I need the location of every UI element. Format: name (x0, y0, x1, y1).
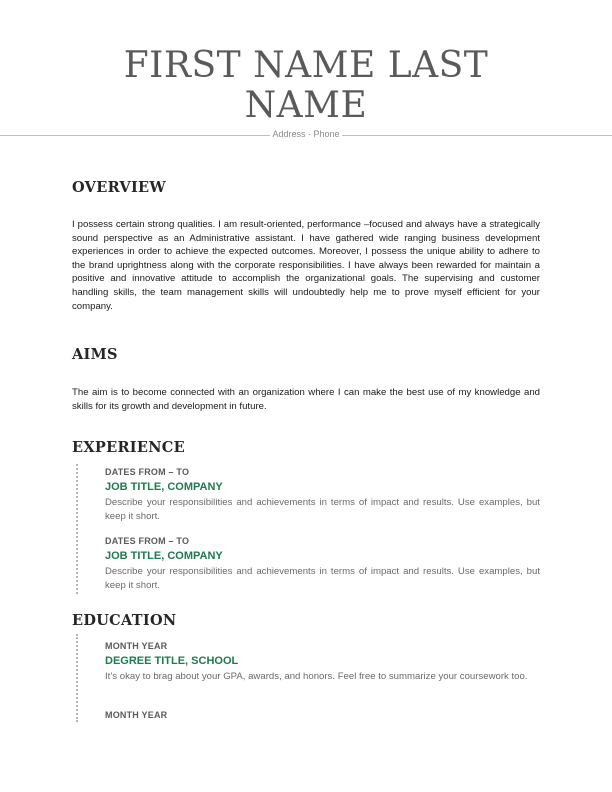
overview-heading: OVERVIEW (72, 179, 166, 196)
experience-entry (105, 535, 540, 593)
education-entry (105, 640, 540, 684)
contact-text: Address · Phone (272, 129, 340, 139)
education-heading: EDUCATION (72, 612, 177, 629)
education-degree-title: DEGREE TITLE, SCHOOL (105, 655, 239, 667)
experience-dates: DATES FROM – TO (105, 467, 190, 477)
experience-job-title: JOB TITLE, COMPANY (105, 481, 223, 493)
experience-entry (105, 466, 540, 524)
applicant-name (0, 46, 612, 126)
applicant-name-line-2: NAME (244, 85, 368, 126)
contact-info (0, 129, 612, 139)
education-dates: MONTH YEAR (105, 710, 168, 720)
applicant-name-line-1: FIRST NAME LAST (123, 45, 489, 86)
aims-heading: AIMS (72, 346, 118, 363)
experience-heading: EXPERIENCE (72, 439, 185, 456)
experience-description: Describe your responsibilities and achievements in terms of impact and results. Use examples, but keep it short. (105, 497, 540, 522)
experience-description: Describe your responsibilities and achievements in terms of impact and results. Use examples, but keep it short. (105, 566, 540, 591)
experience-dates: DATES FROM – TO (105, 536, 190, 546)
experience-timeline (76, 464, 78, 594)
experience-job-title: JOB TITLE, COMPANY (105, 550, 223, 562)
aims-text: The aim is to become connected with an organization where I can make the best use of my knowledge and skills for its growth and development in future. (72, 387, 540, 412)
education-entry (105, 709, 540, 721)
education-dates: MONTH YEAR (105, 641, 168, 651)
education-timeline (76, 634, 78, 722)
education-description: It’s okay to brag about your GPA, awards, and honors. Feel free to summarize your coursework too. (105, 671, 528, 682)
overview-text: I possess certain strong qualities. I am result-oriented, performance –focused and always have a strategically sound perspective as an Administrative assistant. I have gathered wide ranging business development experiences in order to achieve the expected outcomes. Moreover, I possess the unique ability to adhere to the brand uprightness along with the corporate responsibilities. I have always been rewarded for maintain a positive and innovative attitude to accomplish the organizational goals. The supervising and customer handling skills, the team management skills will undoubtedly help me to prove myself efficient for your company. (72, 219, 540, 312)
